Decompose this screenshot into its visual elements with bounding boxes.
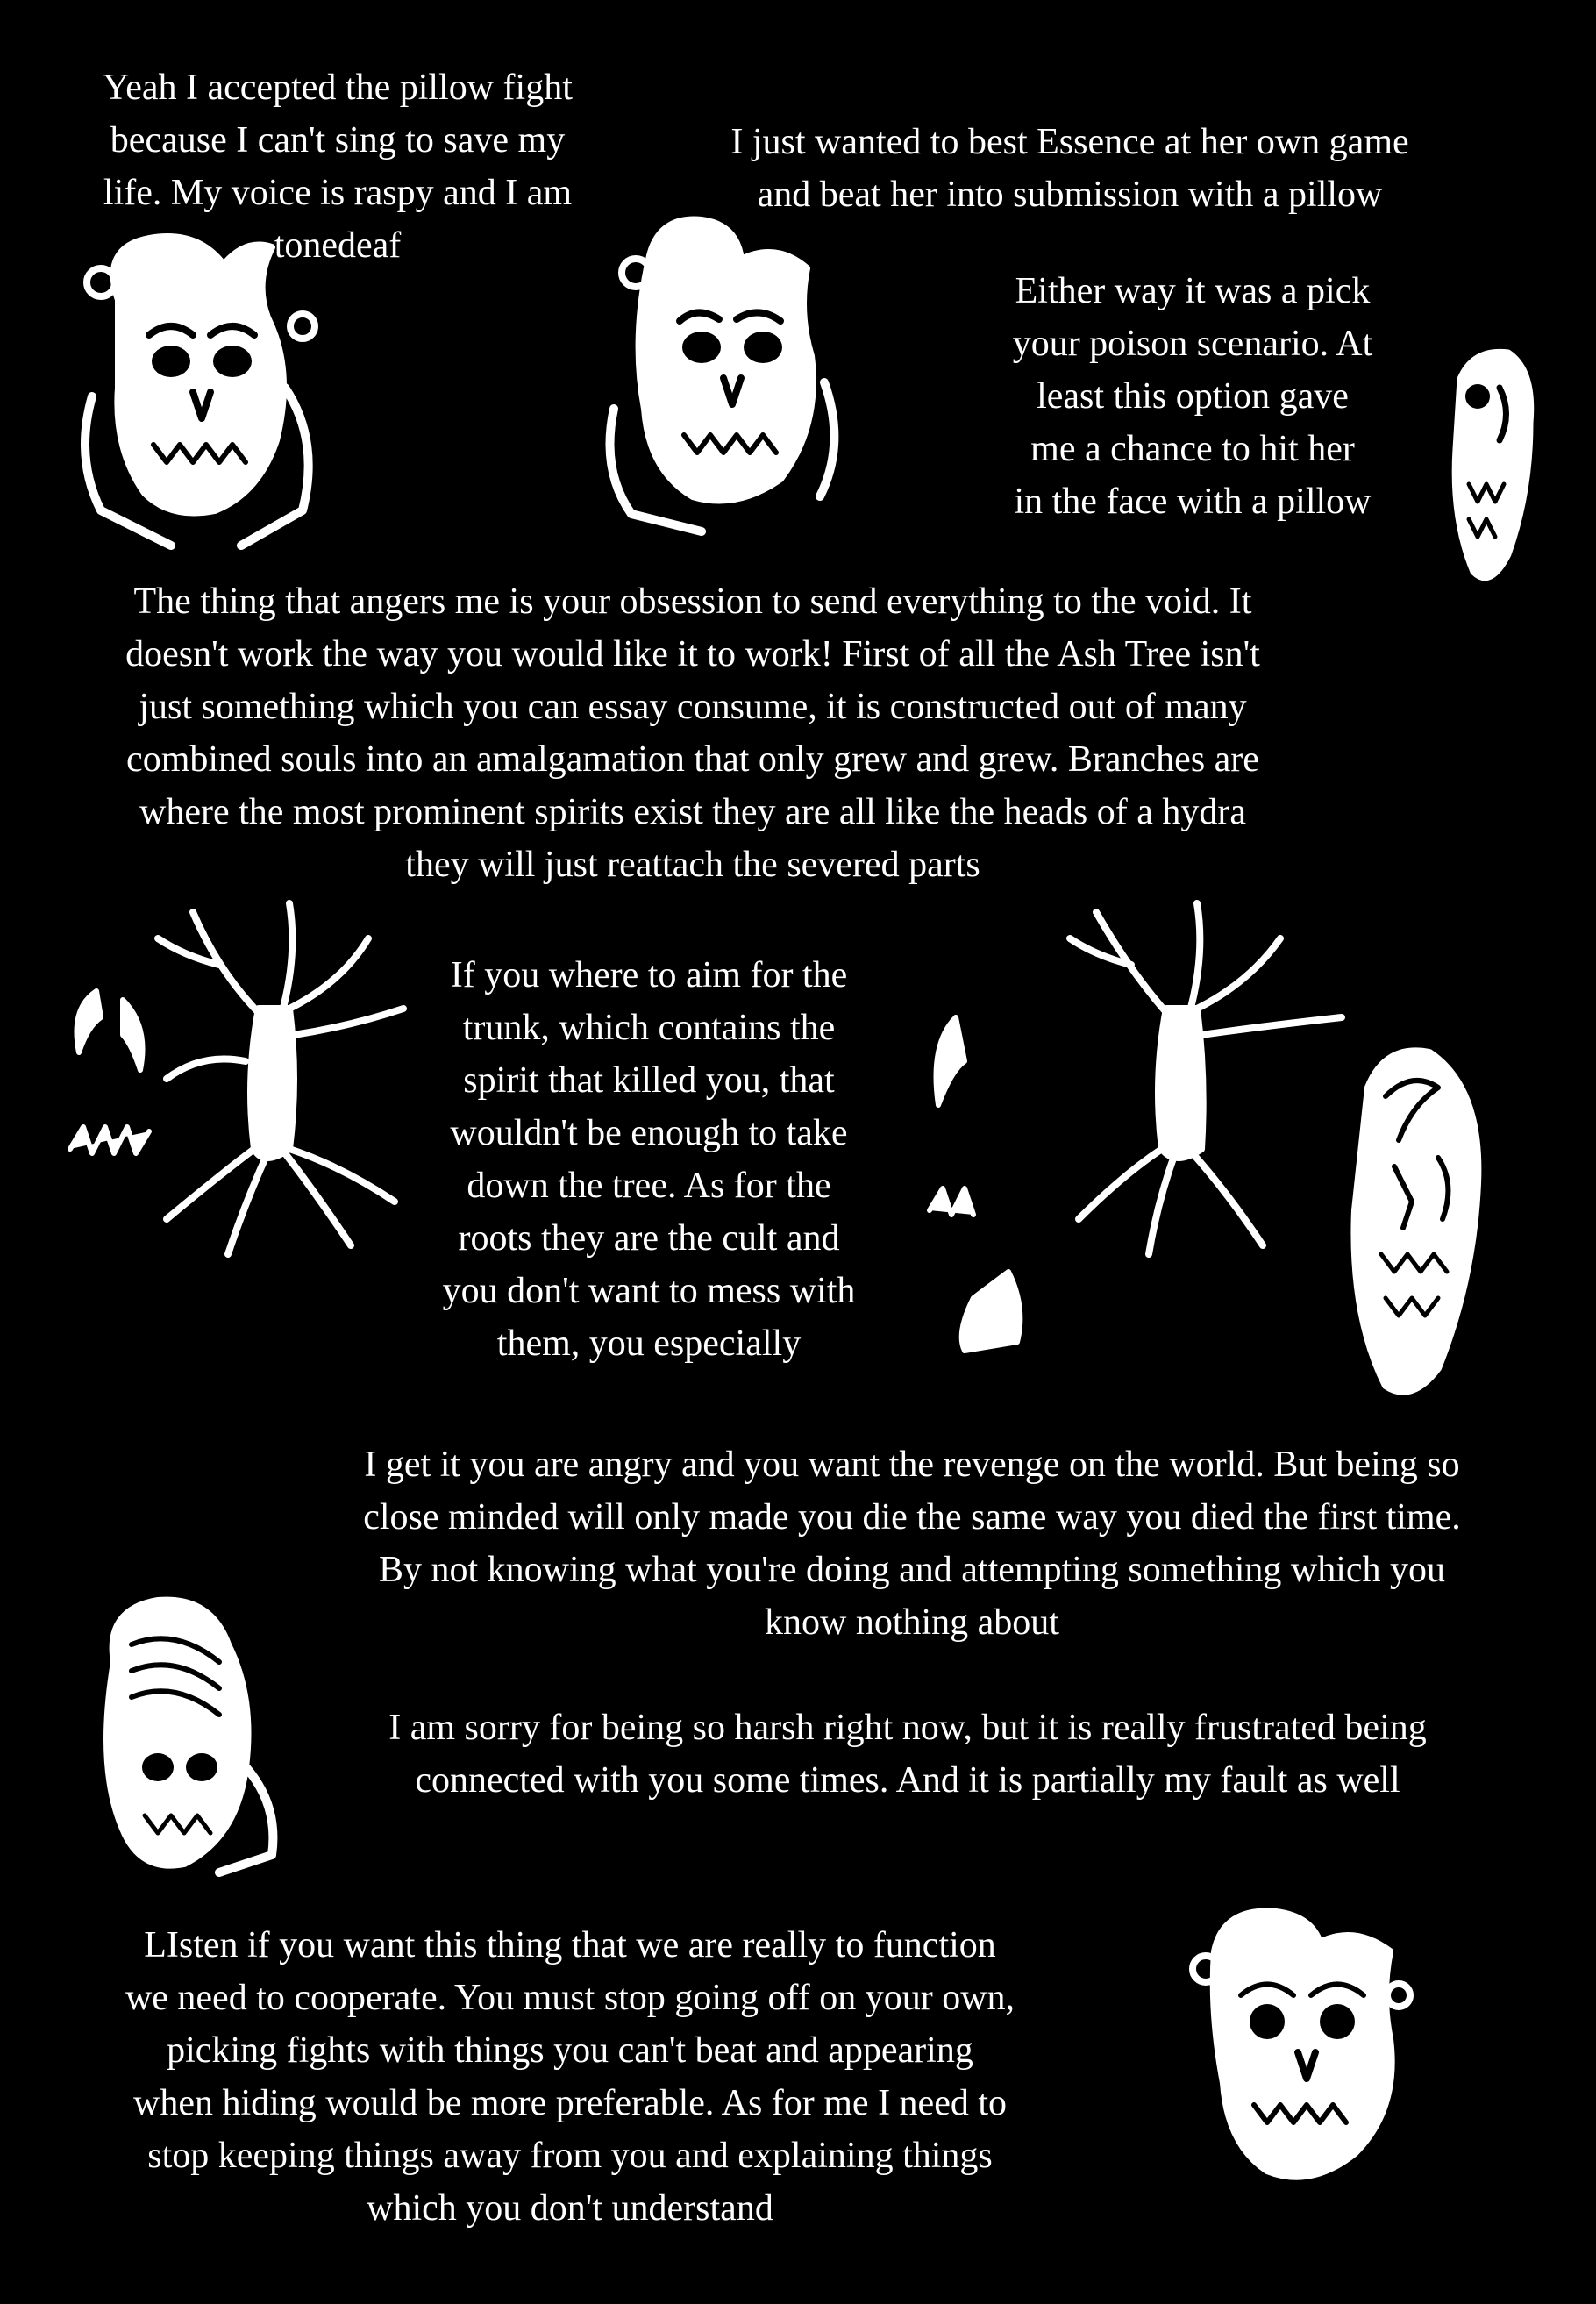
skull-facepalm-left-illustration	[66, 230, 329, 554]
shadow-face-middle-illustration	[921, 1009, 1061, 1359]
caption-listen: LIsten if you want this thing that we are really to function we need to cooperate. You must stop going off on your own, picking fights with things you can't beat and appearing when hiding would be more preferable. As for me I need to stop keeping things away from you and explaining things which you don't understand	[125, 1925, 1015, 2229]
skull-laughing-illustration	[1179, 1899, 1416, 2197]
caption-angry: I get it you are angry and you want the revenge on the world. But being so close minded will only made you die the same way you died the first time. By not knowing what you're doing and attempting something which you know nothing about	[363, 1444, 1461, 1643]
skull-facepalm-right-illustration	[588, 207, 851, 540]
ash-tree-right-illustration	[1052, 886, 1368, 1272]
caption-pillow-fight: Yeah I accepted the pillow fight because I can't sing to save my life. My voice is raspy and I am tonedeaf	[103, 68, 573, 266]
caption-sorry: I am sorry for being so harsh right now, but it is really frustrated being connected with you some times. And it is partially my fault as well	[388, 1708, 1427, 1801]
caption-trunk: If you where to aim for the trunk, which contains the spirit that killed you, that wouldn't be enough to take down the tree. As for the roots they are the cult and you don't want to mess with them, you especially	[442, 955, 856, 1364]
caption-best-essence: I just wanted to best Essence at her own game and beat her into submission with a pillow	[730, 122, 1409, 215]
ash-tree-left-illustration	[114, 886, 430, 1272]
figure-facepalm-illustration	[79, 1592, 298, 1881]
masked-figure-peeking-illustration	[1438, 344, 1543, 598]
caption-poison: Either way it was a pick your poison scenario. At least this option gave me a chance to hit her in the face with a pillow	[1012, 271, 1373, 522]
caption-void: The thing that angers me is your obsession to send everything to the void. It doesn't work the way you would like it to work! First of all the Ash Tree isn't just something which you can essay consume, it is constructed out of many combined souls into an amalgamation that only grew and grew. Branches are where the most prominent spirits exist they are all like the heads of a hydra they will just reattach the severed parts	[125, 581, 1260, 885]
masked-figure-large-illustration	[1333, 1035, 1500, 1412]
